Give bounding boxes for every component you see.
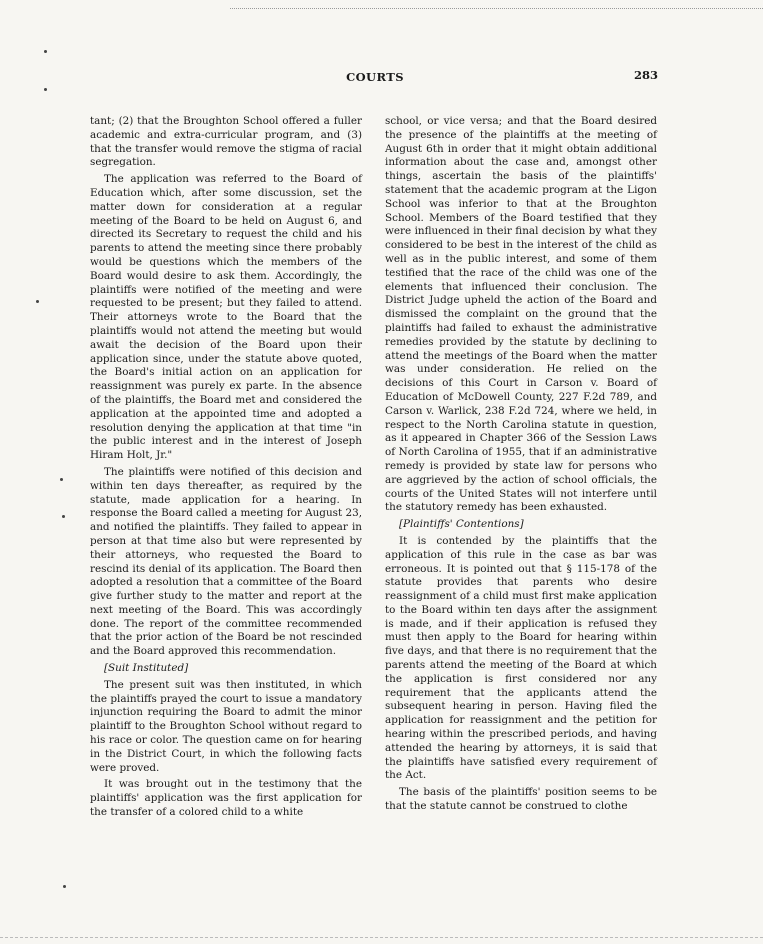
speck-mark [62,515,65,518]
paragraph: school, or vice versa; and that the Board desired the presence of the plaintiffs at the meeting of August 6th in order that it might obtain additional information about the case and, amongst other things, ascertain the basis of the plaintiffs' statement that the academic program at the Ligon School was inferior to that at the Broughton School. Members of the Board testified that they were influenced in their final decision by what they considered to be best in the interest of the child as well as in the public interest, and some of them testified that the race of the child was one of the elements that influenced their conclusion. The District Judge upheld the action of the Board and dismissed the complaint on the ground that the plaintiffs had failed to exhaust the administrative remedies provided by the statute by declining to attend the meetings of the Board when the matter was under consideration. He relied on the decisions of this Court in Carson v. Board of Education of McDowell County, 227 F.2d 789, and Carson v. Warlick, 238 F.2d 724, where we held, in respect to the North Carolina statute in question, as it appeared in Chapter 366 of the Session Laws of North Carolina of 1955, that if an administrative remedy is provided by state law for persons who are aggrieved by the action of school officials, the courts of the United States will not interfere until the statutory remedy has been exhausted. [385,115,657,514]
section-heading: [Suit Instituted] [104,662,189,675]
paragraph: The application was referred to the Board of Education which, after some discussion, set the matter down for consideration at a regular meeting of the Board to be held on August 6, and directed its Secretary to request the child and his parents to attend the meeting since there probably would be questions which the members of the Board would desire to ask them. Accordingly, the plaintiffs were notified of the meeting and were requested to be present; but they failed to attend. Their attorneys wrote to the Board that the plaintiffs would not attend the meeting but would await the decision of the Board upon their application since, under the statute above quoted, the Board's initial action on an application for reassignment was purely ex parte. In the absence of the plaintiffs, the Board met and considered the application at the appointed time and adopted a resolution denying the application at that time "in the public interest and in the interest of Joseph Hiram Holt, Jr." [90,173,362,462]
paragraph: The basis of the plaintiffs' position seems to be that the statute cannot be construed to clothe [385,786,657,813]
speck-mark [36,300,39,303]
left-column [90,115,362,823]
page-number: 283 [634,68,659,82]
speck-mark [63,885,66,888]
running-header-title: COURTS [346,70,404,84]
speck-mark [44,88,47,91]
bottom-border [0,937,763,938]
top-border [230,8,763,9]
paragraph: The present suit was then instituted, in which the plaintiffs prayed the court to issue a mandatory injunction requiring the Board to admit the minor plaintiff to the Broughton School without regard to his race or color. The question came on for hearing in the District Court, in which the following facts were proved. [90,678,362,774]
paragraph: The plaintiffs were notified of this decision and within ten days thereafter, as required by the statute, made application for a hearing. In response the Board called a meeting for August 23, and notified the plaintiffs. They failed to appear in person at that time also but were represented by their attorneys, who requested the Board to rescind its denial of its application. The Board then adopted a resolution that a committee of the Board give further study to the matter and report at the next meeting of the Board. This was accordingly done. The report of the committee recommended that the prior action of the Board be not rescinded and the Board approved this recommendation. [90,465,362,658]
speck-mark [60,478,63,481]
speck-mark [44,50,47,53]
paragraph: It was brought out in the testimony that the plaintiffs' application was the first application for the transfer of a colored child to a white [90,778,362,819]
right-column [385,115,657,817]
section-heading: [Plaintiffs' Contentions] [399,518,524,531]
paragraph: It is contended by the plaintiffs that the application of this rule in the case as bar was erroneous. It is pointed out that § 115-178 of the statute provides that parents who desire reassignment of a child must first make application to the Board within ten days after the assignment is made, and if their application is refused they must then apply to the Board for hearing within five days, and that there is no requirement that the parents attend the meeting of the Board at which the application is first considered nor any requirement that the applicants attend the subsequent hearing in person. Having filed the application for reassignment and the petition for hearing within the prescribed periods, and having attended the hearing by attorneys, it is said that the plaintiffs have satisfied every requirement of the Act. [385,534,657,782]
paragraph: tant; (2) that the Broughton School offered a fuller academic and extra-curricular program, and (3) that the transfer would remove the stigma of racial segregation. [90,115,362,169]
